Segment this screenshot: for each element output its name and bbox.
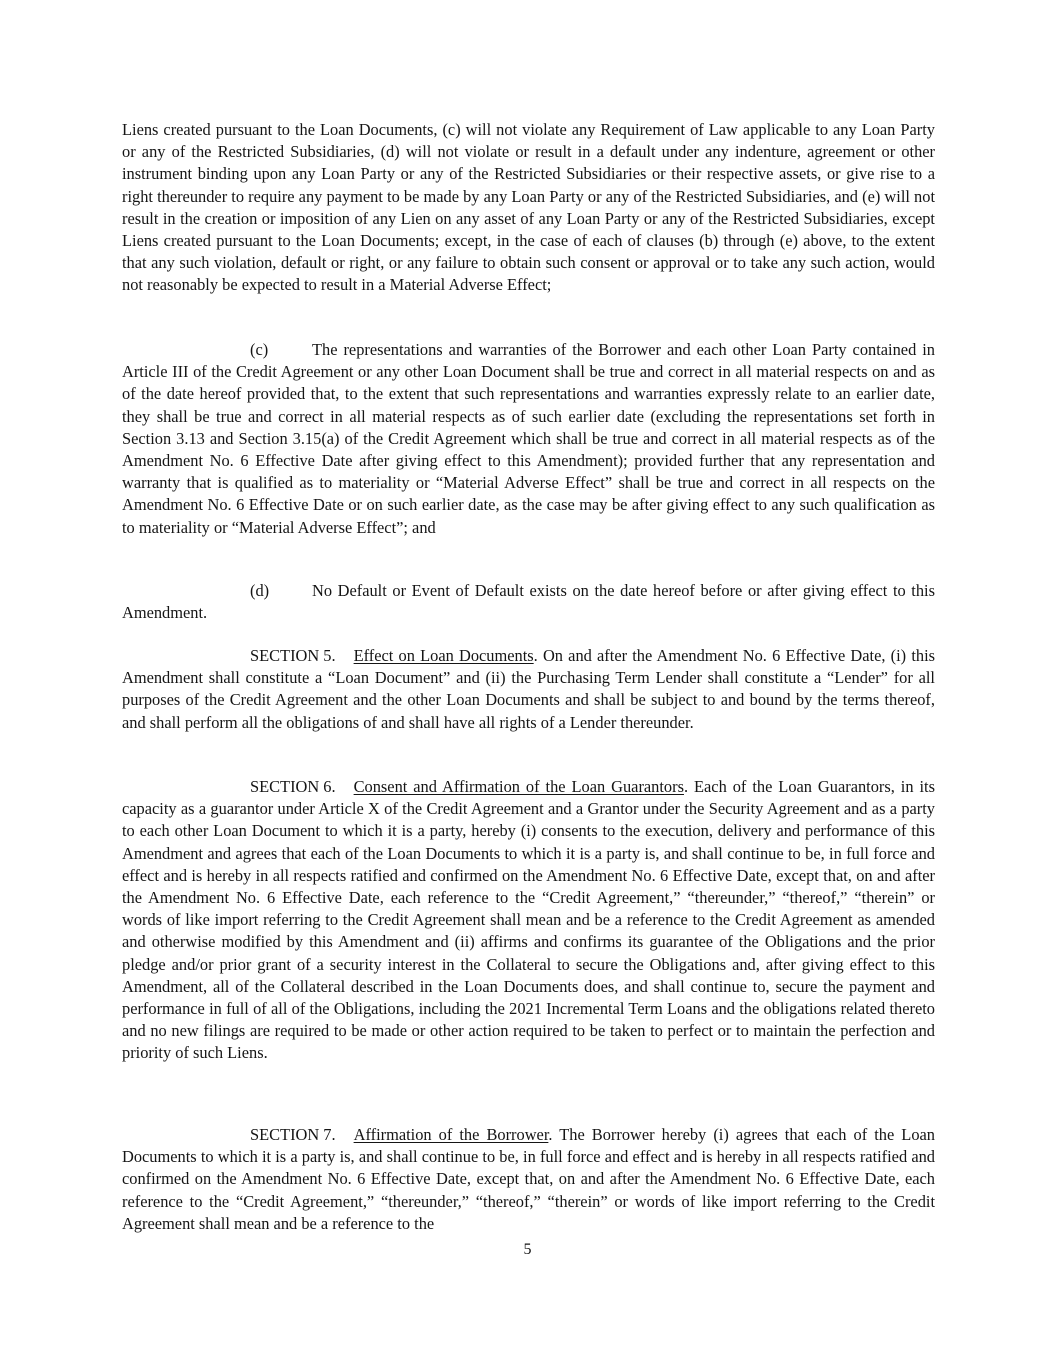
section-5-text: . On and after the Amendment No. 6 Effective Date, (i) this Amendment shall constitute a “Loan Document” and (ii) the Purchasing Term Lender shall constitute a “Lender” for all purposes of the Credit Agreement and the other Loan Documents and shall be subject to and bound by the terms thereof, and shall perform all the obligations of and shall have all rights of a Lender thereunder. [122, 646, 935, 732]
paragraph-continuation-text: Liens created pursuant to the Loan Documents, (c) will not violate any Requirement of Law applicable to any Loan Party or any of the Restricted Subsidiaries, (d) will not violate or result in a default under any indenture, agreement or other instrument binding upon any Loan Party or any of the Restricted Subsidiaries or their respective assets, or give rise to a right thereunder to require any payment to be made by any Loan Party or any of the Restricted Subsidiaries, and (e) will not result in the creation or imposition of any Lien on any asset of any Loan Party or any of the Restricted Subsidiaries, except Liens created pursuant to the Loan Documents; except, in the case of each of clauses (b) through (e) above, to the extent that any such violation, default or right, or any failure to obtain such consent or approval or to take any such action, would not reasonably be expected to result in a Material Adverse Effect; [122, 120, 935, 295]
section-5-heading: Effect on Loan Documents [353, 646, 534, 665]
section-7-text: . The Borrower hereby (i) agrees that each of the Loan Documents to which it is a party is, and shall continue to be, in full force and effect and is hereby in all respects ratified and confirmed on the Amendment No. 6 Effective Date, except that, on and after the Amendment No. 6 Effective Date, each reference to the “Credit Agreement,” “thereunder,” “thereof,” “therein” or words of like import referring to the Credit Agreement shall mean and be a reference to the [122, 1125, 935, 1233]
clause-d-paragraph [122, 580, 935, 624]
clause-d-text: No Default or Event of Default exists on the date hereof before or after giving effect to this Amendment. [122, 581, 935, 623]
section-6-heading: Consent and Affirmation of the Loan Guarantors [353, 777, 684, 796]
paragraph-continuation [122, 119, 935, 297]
clause-c-text: The representations and warranties of the Borrower and each other Loan Party contained in Article III of the Credit Agreement or any other Loan Document shall be true and correct in all material respects on and as of the date hereof provided that, to the extent that such representations and warranties expressly relate to an earlier date, they shall be true and correct in all material respects as of such earlier date (excluding the representations set forth in Section 3.13 and Section 3.15(a) of the Credit Agreement which shall be true and correct in all material respects as of the Amendment No. 6 Effective Date after giving effect to this Amendment); provided further that any representation and warranty that is qualified as to materiality or “Material Adverse Effect” shall be true and correct in all respects on the Amendment No. 6 Effective Date or on such earlier date, as the case may be after giving effect to any such qualification as to materiality or “Material Adverse Effect”; and [122, 340, 935, 537]
section-6-label: SECTION 6. [250, 777, 336, 796]
section-7-paragraph [122, 1124, 935, 1235]
section-7-heading: Affirmation of the Borrower [353, 1125, 549, 1144]
section-7-label: SECTION 7. [250, 1125, 336, 1144]
section-6-text: . Each of the Loan Guarantors, in its capacity as a guarantor under Article X of the Credit Agreement and a Grantor under the Security Agreement and as a party to each other Loan Document to which it is a party, hereby (i) consents to the execution, delivery and performance of this Amendment and agrees that each of the Loan Documents to which it is a party is, and shall continue to be, in full force and effect and is hereby in all respects ratified and confirmed on the Amendment No. 6 Effective Date, except that, on and after the Amendment No. 6 Effective Date, each reference to the “Credit Agreement,” “thereunder,” “thereof,” “therein” or words of like import referring to the Credit Agreement shall mean and be a reference to the Credit Agreement as amended and otherwise modified by this Amendment and (ii) affirms and confirms its guarantee of the Obligations and the prior pledge and/or prior grant of a security interest in the Collateral to secure the Obligations and, after giving effect to this Amendment, all of the Collateral described in the Loan Documents does, and shall continue to, secure the payment and performance in full of all of the Obligations, including the 2021 Incremental Term Loans and the obligations related thereto and no new filings are required to be made or other action required to be taken to perfect or to maintain the perfection and priority of such Liens. [122, 777, 935, 1063]
clause-c-paragraph [122, 339, 935, 539]
section-6-paragraph [122, 776, 935, 1065]
clause-c-label: (c) [250, 340, 269, 359]
page-number: 5 [523, 1241, 532, 1258]
clause-d-label: (d) [250, 581, 270, 600]
section-5-label: SECTION 5. [250, 646, 336, 665]
section-5-paragraph [122, 645, 935, 734]
